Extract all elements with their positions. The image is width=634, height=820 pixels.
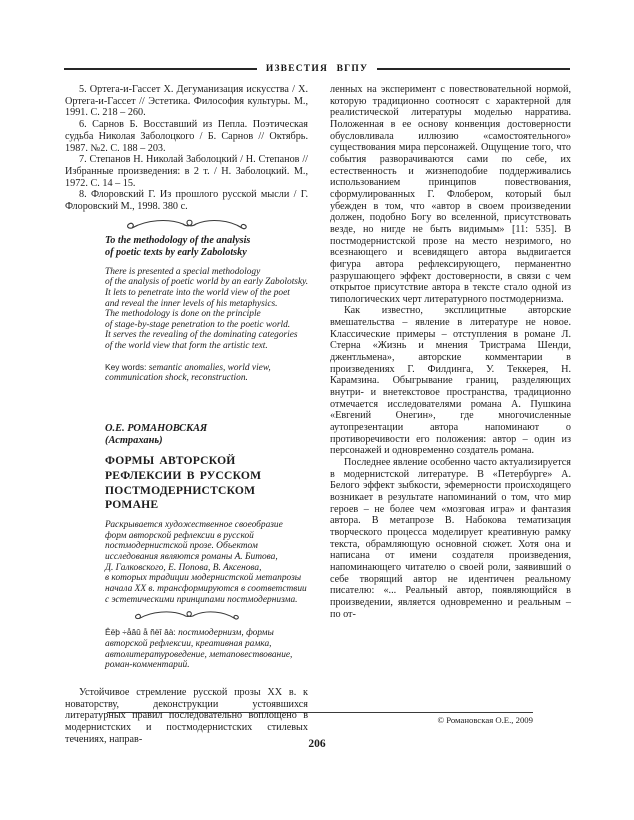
page-header xyxy=(64,64,570,74)
abstract-line: в которых традиции модернистской метапрозы xyxy=(105,573,302,584)
abstract-line: It serves the revealing of the dominating categories xyxy=(105,330,298,341)
abstract-line: форм авторской рефлексии в русской xyxy=(105,530,254,541)
abstract-line: of stage-by-stage penetration to the poetic world. xyxy=(105,319,291,330)
english-abstract xyxy=(105,267,308,352)
flourish-ornament-icon xyxy=(65,608,308,623)
article-title-line: РЕФЛЕКСИИ В РУССКОМ xyxy=(105,469,262,482)
author-block xyxy=(105,423,308,446)
english-keywords xyxy=(105,362,308,384)
abstract-line: There is presented a special methodology xyxy=(105,266,261,277)
header-rule-left xyxy=(64,68,257,70)
author-name: О.Е. РОМАНОВСКАЯ xyxy=(105,423,208,435)
copyright-notice: © Романовская О.Е., 2009 xyxy=(437,715,533,725)
russian-keywords xyxy=(105,627,308,671)
reference-item: 8. Флоровский Г. Из прошлого русской мысли / Г. Флоровский М., 1998. 380 с. xyxy=(65,189,308,213)
flourish-ornament-icon xyxy=(65,216,308,231)
english-title-line: of poetic texts by early Zabolotsky xyxy=(105,247,247,259)
footer-rule xyxy=(107,712,533,713)
reference-item: 6. Сарнов Б. Восставший из Пепла. Поэтическая судьба Николая Заболоцкого / Б. Сарнов // Октябрь. 1987. №2. С. 188 – 203. xyxy=(65,119,308,154)
reference-item: 7. Степанов Н. Николай Заболоцкий / Н. Степанов // Избранные произведения: в 2 т. / Н. Заболоцкий. М., 1972. С. 14 – 15. xyxy=(65,154,308,189)
body-paragraph: Как известно, эксплицитные авторские вмешательства – явление в литературе не новое. Классические примеры – отступления в романе Л. Стерна «Жизнь и мнения Тристрама Шенди, джентльмена», авторские комментарии в произведениях Г. Филдинга, У. Теккерея, Н. Карамзина. Обыгрывание границ, разделяющих внутри- и внетекстовое пространства, традиционно отмечается исследователями романа А. Пушкина «Евгений Онегин», где многочисленные аутопрезентации автора напоминают о противоречивости его положения: автор – один из персонажей и одновременно создатель романа. xyxy=(330,305,571,457)
abstract-line: Раскрывается художественное своеобразие xyxy=(105,520,283,531)
abstract-line: of the world view that form the artistic text. xyxy=(105,341,268,352)
abstract-line: начала XX в. трансформируются в соответствии xyxy=(105,584,307,595)
abstract-line: с эстетическими принципами постмодернизма. xyxy=(105,594,298,605)
article-title-line: ФОРМЫ АВТОРСКОЙ xyxy=(105,454,236,468)
english-keywords-label: Key words: xyxy=(105,361,147,372)
author-city: (Астрахань) xyxy=(105,434,163,446)
article-title xyxy=(105,454,308,513)
abstract-line: The methodology is done on the principle xyxy=(105,309,261,320)
reference-item: 5. Ортега-и-Гассет Х. Дегуманизация искусства / Х. Ортега-и-Гассет // Эстетика. Философия культуры. М., 1991. С. 218 – 260. xyxy=(65,84,308,119)
russian-abstract xyxy=(105,520,308,605)
abstract-line: постмодернистской прозе. Объектом xyxy=(105,541,258,552)
english-title-line: To the methodology of the analysis xyxy=(105,234,251,246)
abstract-line: and reveal the inner levels of his metaphysics. xyxy=(105,298,278,309)
abstract-line: of the analysis of poetic world by an early Zabolotsky. xyxy=(105,277,309,288)
english-title xyxy=(105,235,308,260)
right-column xyxy=(330,84,571,620)
journal-title: ИЗВЕСТИЯ ВГПУ xyxy=(265,64,369,74)
header-rule-right xyxy=(377,68,570,70)
abstract-line: It lets to penetrate into the world view of the poet xyxy=(105,287,290,298)
body-paragraph: ленных на эксперимент с повествовательной нормой, которую традиционно соотносят с характерной для реалистической литературы моделью нарратива. Положенная в ее основу конвенция достоверности обусловливала иллюзию «самостоятельного» существования мира персонажей. Ощущение того, что события разворачиваются сами по себе, их естественность и жизнеподобие поддерживались использованием принципов повествования, сформулированных Г. Флобером, который был убежден в том, что «автор в своем произведении должен, подобно Богу во вселенной, присутствовать везде, но нигде не быть видимым» [11: 535]. В постмодернистской прозе на место незримого, но всезнающего и всевидящего автора выдвигается фигура автора рефлексирующего, перманентно разрушающего эффект достоверности, в связи с чем открытое присутствие автора в тексте стало одной из типологических черт литературного постмодернизма. xyxy=(330,84,571,305)
english-keywords-text: semantic anomalies, world view, communication shock, reconstruction. xyxy=(105,362,271,384)
russian-keywords-text: постмодернизм, формы авторской рефлексии, креативная рамка, автолитературоведение, метаповествование, роман-комментарий. xyxy=(105,628,293,671)
article-title-line: ПОСТМОДЕРНИСТСКОМ РОМАНЕ xyxy=(105,483,256,512)
body-paragraph: Устойчивое стремление русской прозы XX в. к новаторству, деконструкции устоявшихся литературных правил последовательно воплощено в модернистских и постмодернистских стилевых течениях, направ- xyxy=(65,686,308,745)
page-number: 206 xyxy=(308,738,326,750)
english-abstract-block xyxy=(105,235,308,606)
russian-keywords-label: Êëþ ÷åâû å ñëî âà: xyxy=(105,627,176,638)
body-paragraph: Последнее явление особенно часто актуализируется в модернистской литературе. В «Петербурге» А. Белого эффект зыбкости, эфемерности происходящего возникает в результате напоминаний о том, что мир героев – не более чем «мозговая игра» и фантазия автора. В метапрозе В. Набокова тематизация творческого процесса моделирует креативную рамку текста, обрамляющую основной сюжет. Хотя она и написана от имени создателя произведения, напоминающего читателю о своей роли, заявивший о себе творящий автор не идентичен реальному писателю: «... Реальный автор, появляющийся в произведении, является одновременно и реальным – по от- xyxy=(330,457,571,620)
left-column xyxy=(65,84,308,745)
abstract-line: исследования являются романы А. Битова, xyxy=(105,552,278,563)
abstract-line: Д. Галковского, Е. Попова, В. Аксенова, xyxy=(105,562,262,573)
reference-list xyxy=(65,84,308,213)
